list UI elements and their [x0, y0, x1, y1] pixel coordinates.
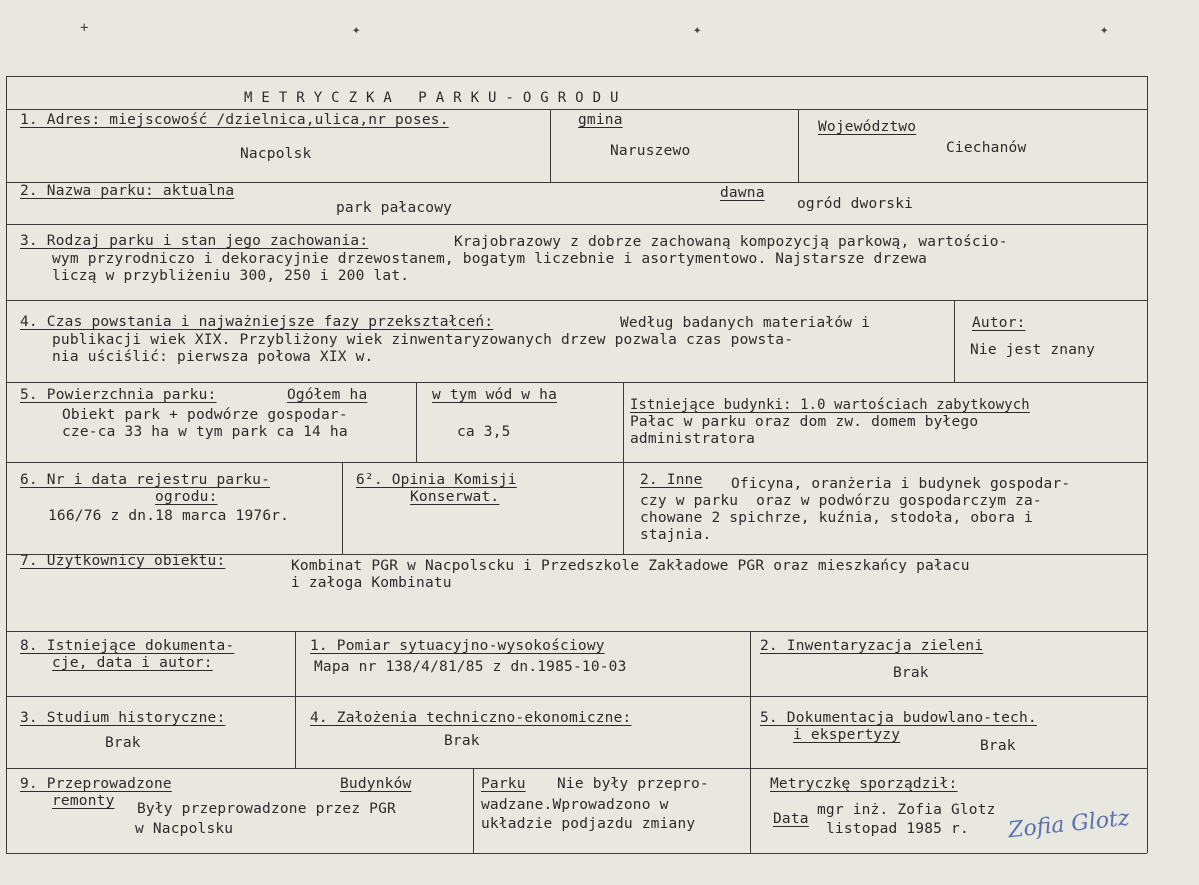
repairs-label: remonty [52, 793, 115, 809]
documentation-label: 8. Istniejące dokumenta- [20, 638, 235, 654]
park-type-label: 3. Rodzaj parku i stan jego zachowania: [20, 233, 369, 249]
historical-study-value: Brak [105, 735, 141, 751]
prepared-by-label: Metryczkę sporządził: [770, 776, 958, 792]
gmina-label: gmina [578, 112, 623, 128]
registration-mark: + [80, 20, 89, 36]
area-line: Obiekt park + podwórze gospodar- [62, 407, 348, 423]
park-repairs-line: wadzane.Wprowadzono w [481, 797, 669, 813]
repairs-label: 9. Przeprowadzone [20, 776, 172, 792]
gmina-value: Naruszewo [610, 143, 691, 159]
park-type-line: liczą w przybliżeniu 300, 250 i 200 lat. [52, 268, 410, 284]
buildings-label: Istniejące budynki: 1.0 wartościach zabytkowych [630, 397, 1030, 413]
park-repairs-line: Nie były przepro- [557, 776, 709, 792]
opinion-label: 6². Opinia Komisji [356, 472, 517, 488]
documentation-label: cje, data i autor: [52, 655, 213, 671]
form-title: METRYCZKA PARKU-OGRODU [244, 90, 628, 106]
park-repairs-line: układzie podjazdu zmiany [481, 816, 696, 832]
technical-value: Brak [444, 733, 480, 749]
handwritten-signature: Zofia Glotz [1007, 805, 1131, 844]
area-line: cze-ca 33 ha w tym park ca 14 ha [62, 424, 348, 440]
users-label: 7. Użytkownicy obiektu: [20, 553, 226, 569]
greenery-value: Brak [893, 665, 929, 681]
park-name-label: 2. Nazwa parku: aktualna [20, 183, 235, 199]
park-name-former: ogród dworski [797, 196, 914, 212]
survey-label: 1. Pomiar sytuacyjno-wysokościowy [310, 638, 605, 654]
other-line: chowane 2 spichrze, kuźnia, stodoła, obora i [640, 510, 1033, 526]
other-line: czy w parku oraz w podwórzu gospodarczym za- [640, 493, 1042, 509]
buildings-repairs-label: Budynków [340, 776, 412, 792]
address-label: 1. Adres: miejscowość /dzielnica,ulica,nr poses. [20, 112, 449, 128]
former-name-label: dawna [720, 185, 765, 201]
park-type-line: Krajobrazowy z dobrze zachowaną kompozycją parkową, wartościo- [454, 234, 1008, 250]
prepared-by-value: mgr inż. Zofia Glotz [817, 802, 996, 818]
other-line: stajnia. [640, 527, 712, 543]
author-value: Nie jest znany [970, 342, 1096, 358]
water-label: w tym wód w ha [432, 387, 558, 403]
users-line: Kombinat PGR w Nacpolscku i Przedszkole Zakładowe PGR oraz mieszkańcy pałacu [291, 558, 970, 574]
registration-mark: ✦ [352, 22, 361, 38]
technical-label: 4. Założenia techniczno-ekonomiczne: [310, 710, 632, 726]
history-line: nia uściślić: pierwsza połowa XIX w. [52, 349, 374, 365]
other-line: Oficyna, oranżeria i budynek gospodar- [731, 476, 1071, 492]
survey-value: Mapa nr 138/4/81/85 z dn.1985-10-03 [314, 659, 627, 675]
buildings-repairs-line: Były przeprowadzone przez PGR [137, 801, 396, 817]
park-repairs-label: Parku [481, 776, 526, 792]
other-label: 2. Inne [640, 472, 703, 488]
date-value: listopad 1985 r. [826, 821, 969, 837]
construction-docs-value: Brak [980, 738, 1016, 754]
locality-value: Nacpolsk [240, 146, 312, 162]
construction-docs-label: i ekspertyzy [793, 727, 901, 743]
author-label: Autor: [972, 315, 1026, 331]
register-label: ogrodu: [155, 489, 218, 505]
area-total-label: Ogółem ha [287, 387, 368, 403]
registration-mark: ✦ [1100, 22, 1109, 38]
buildings-repairs-line: w Nacpolsku [135, 821, 234, 837]
registration-mark: ✦ [693, 22, 702, 38]
register-value: 166/76 z dn.18 marca 1976r. [48, 508, 290, 524]
history-line: publikacji wiek XIX. Przybliżony wiek zinwentaryzowanych drzew pozwala czas powsta- [52, 332, 794, 348]
buildings-line: administratora [630, 431, 756, 447]
register-label: 6. Nr i data rejestru parku- [20, 472, 271, 488]
voivodeship-label: Województwo [818, 119, 917, 135]
users-line: i załoga Kombinatu [291, 575, 452, 591]
park-name-current: park pałacowy [336, 200, 453, 216]
buildings-line: Pałac w parku oraz dom zw. domem byłego [630, 414, 979, 430]
water-value: ca 3,5 [457, 424, 511, 440]
history-line: Według badanych materiałów i [620, 315, 871, 331]
opinion-label: Konserwat. [410, 489, 500, 505]
historical-study-label: 3. Studium historyczne: [20, 710, 226, 726]
greenery-label: 2. Inwentaryzacja zieleni [760, 638, 984, 654]
history-label: 4. Czas powstania i najważniejsze fazy przekształceń: [20, 314, 494, 330]
voivodeship-value: Ciechanów [946, 140, 1027, 156]
construction-docs-label: 5. Dokumentacja budowlano-tech. [760, 710, 1037, 726]
area-label: 5. Powierzchnia parku: [20, 387, 217, 403]
date-label: Data [773, 811, 809, 827]
park-type-line: wym przyrodniczo i dekoracyjnie drzewostanem, bogatym liczebnie i asortymentowo. Najstarsze drzewa [52, 251, 928, 267]
